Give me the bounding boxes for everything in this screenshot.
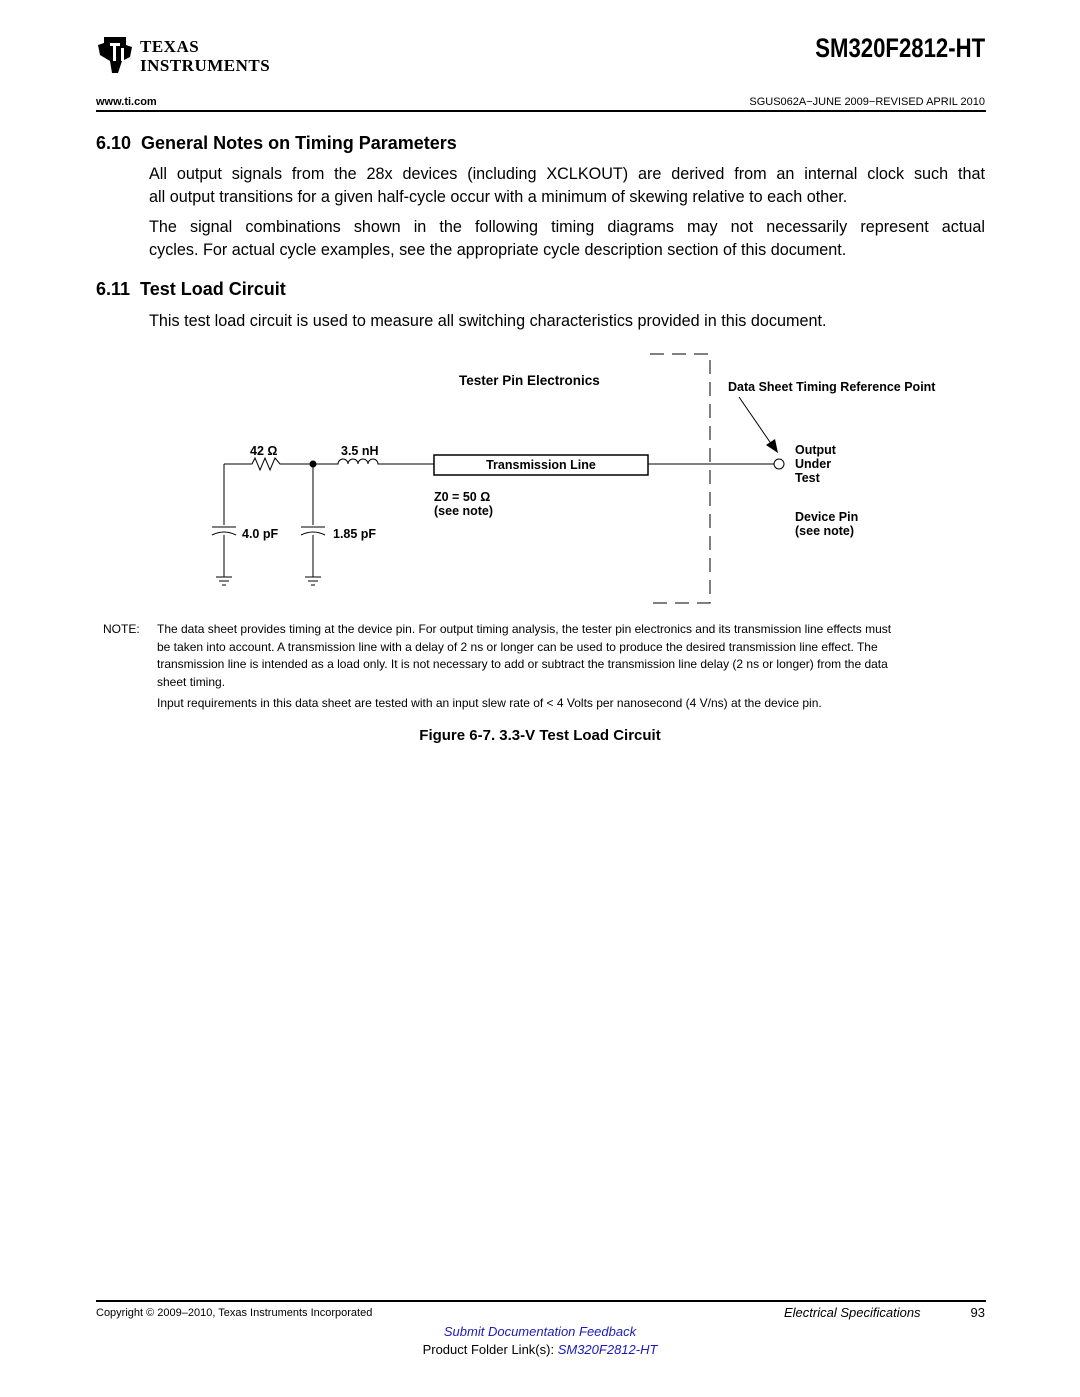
output-label-1: Output — [795, 443, 836, 457]
product-link[interactable]: SM320F2812-HT — [557, 1342, 658, 1357]
device-pin-label: Device Pin — [795, 510, 859, 524]
note-line-2: be taken into account. A transmission line with a delay of 2 ns or longer can be used to produce the desired transmission line effect. The — [157, 639, 878, 654]
boundary-top-dash — [650, 354, 710, 603]
note-line-5: Input requirements in this data sheet are tested with an input slew rate of < 4 Volts per nanosecond (4 V/ns) at the device pin. — [157, 696, 822, 710]
para-1-line-1: All output signals from the 28x devices (including XCLKOUT) are derived from an internal clock such that — [149, 165, 985, 183]
submit-feedback-link[interactable]: Submit Documentation Feedback — [443, 1324, 637, 1339]
cap2-label: 1.85 pF — [333, 527, 377, 541]
section-6-10-title: 6.10 General Notes on Timing Parameters — [96, 133, 457, 153]
output-pin-symbol — [774, 459, 784, 469]
header-rule — [96, 110, 986, 112]
resistor-symbol — [224, 458, 313, 470]
para-2-line-1: The signal combinations shown in the following timing diagrams may not necessarily represent actual — [149, 218, 985, 236]
product-folder-label: Product Folder Link(s): — [422, 1342, 555, 1357]
impedance-label: Z0 = 50 Ω — [434, 490, 491, 504]
note-line-3: transmission line is intended as a load only. It is not necessary to add or subtract the transmission line delay (2 ns or longer) from the data — [157, 657, 888, 671]
transmission-line-label: Transmission Line — [486, 458, 596, 472]
section-6-10-para-1 — [149, 163, 985, 209]
cap2-symbol — [301, 527, 325, 535]
figure-caption: Figure 6-7. 3.3-V Test Load Circuit — [419, 727, 661, 744]
reference-arrow-line — [739, 397, 772, 445]
para-1-line-2: all output transitions for a given half-cycle occur with a minimum of skewing relative to each other. — [149, 188, 848, 206]
output-label-3: Test — [795, 471, 820, 485]
part-number: SM320F2812-HT — [815, 33, 985, 63]
timing-reference-label: Data Sheet Timing Reference Point — [728, 380, 936, 394]
footer-section: Electrical Specifications — [784, 1305, 921, 1320]
impedance-note: (see note) — [434, 504, 494, 518]
copyright: Copyright © 2009–2010, Texas Instruments Incorporated — [96, 1307, 373, 1319]
device-pin-note: (see note) — [795, 524, 855, 538]
note-body — [157, 621, 977, 713]
ti-logo — [96, 35, 271, 77]
website-link[interactable]: www.ti.com — [96, 96, 157, 108]
product-folder-links — [0, 1342, 1080, 1357]
section-6-11-title: 6.11 Test Load Circuit — [96, 279, 286, 299]
mid-wire-ground — [305, 535, 321, 585]
resistor-label: 42 Ω — [250, 444, 278, 458]
note-label: NOTE: — [103, 622, 140, 636]
inductor-symbol — [313, 459, 434, 464]
footer-rule — [96, 1300, 986, 1302]
cap1-symbol — [212, 527, 236, 535]
logo-line-1: TEXAS — [140, 37, 200, 56]
note-line-4: sheet timing. — [157, 674, 226, 689]
para-2-line-2: cycles. For actual cycle examples, see the appropriate cycle description section of this document. — [149, 241, 847, 259]
section-6-10-para-2 — [149, 216, 985, 262]
junction-dot — [310, 461, 317, 468]
reference-arrow-head — [766, 439, 778, 453]
left-wire-ground — [216, 535, 232, 585]
logo-line-2: INSTRUMENTS — [140, 56, 271, 75]
section-6-11-para: This test load circuit is used to measure all switching characteristics provided in this document. — [149, 312, 827, 330]
tester-pin-electronics-label: Tester Pin Electronics — [459, 373, 600, 388]
cap1-label: 4.0 pF — [242, 527, 279, 541]
page-number: 93 — [970, 1305, 985, 1320]
ti-logo-icon — [96, 35, 134, 75]
inductor-label: 3.5 nH — [341, 444, 379, 458]
note-line-1: The data sheet provides timing at the device pin. For output timing analysis, the tester pin electronics and its transmission line effects must — [157, 622, 892, 636]
doc-id: SGUS062A−JUNE 2009−REVISED APRIL 2010 — [749, 96, 985, 108]
output-label-2: Under — [795, 457, 832, 471]
